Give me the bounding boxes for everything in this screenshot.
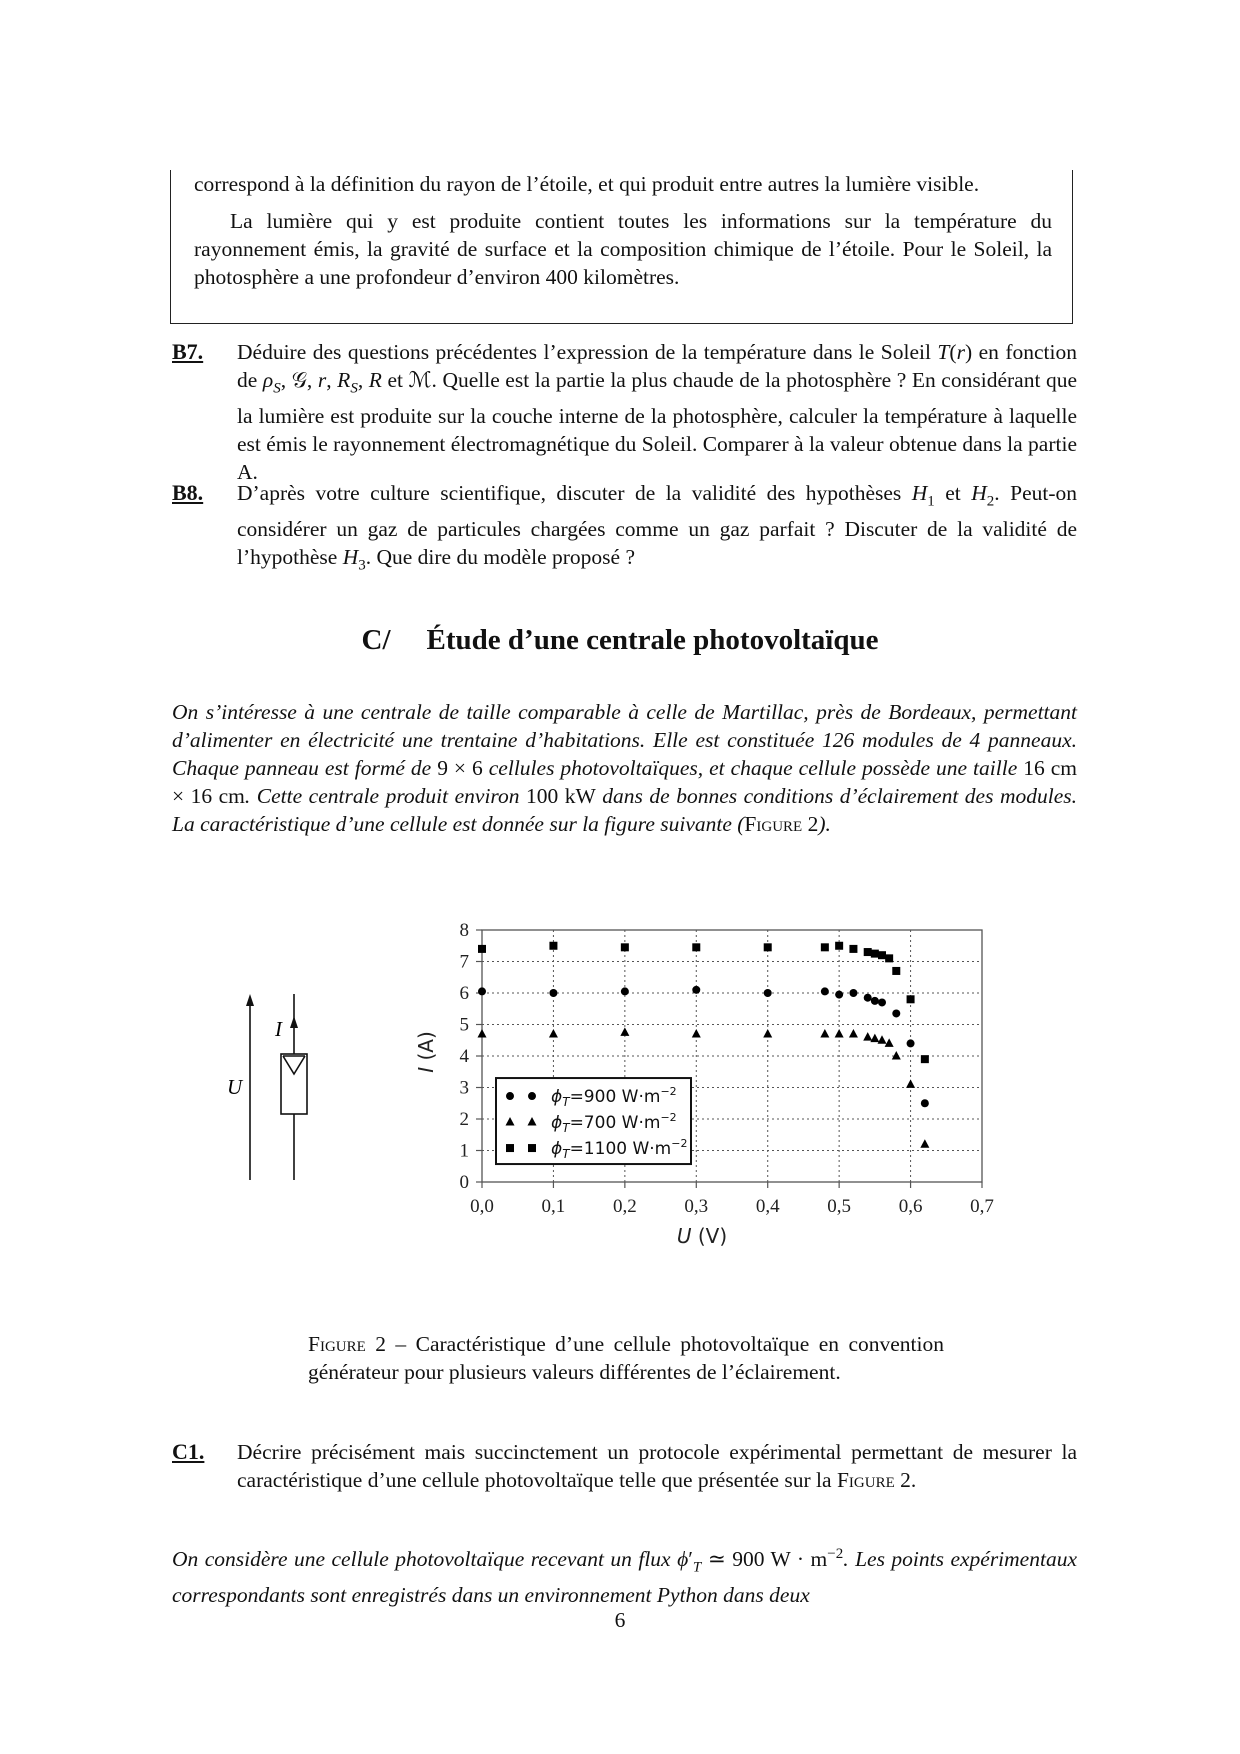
box-line1: correspond à la définition du rayon de l’étoile, et qui produit entre autres la lumière visible. xyxy=(194,172,980,196)
question-label: C1. xyxy=(172,1439,205,1464)
closing-paragraph: On considère une cellule photovoltaïque recevant un flux $\phi'_T$ ≃ 900 $W \cdot m^{-2}$. Les points expérimentaux correspondants sont enregistrés dans un environnement Python dans deux xyxy=(172,1546,1077,1608)
current-label: I xyxy=(275,1017,282,1041)
data-point-circle xyxy=(864,994,872,1002)
question-text: Déduire des questions précédentes l’expression de la température dans le Soleil T(r) en fonction de $\rho_S$, 𝒢, r, $R_S$, R et ℳ. Quelle est la partie la plus chaude de la photosphère ? En considérant que la lumière est produite sur la couche interne de la photosphère, calculer la température à laquelle est émis le rayonnement électromagnétique du Soleil. Comparer à la valeur obtenue dans la partie A. xyxy=(237,340,1078,485)
section-title xyxy=(0,622,1240,658)
data-point-square xyxy=(921,1055,929,1063)
cell-circuit-diagram xyxy=(215,990,315,1190)
data-point-circle xyxy=(621,987,629,995)
y-tick-label: 8 xyxy=(459,920,469,941)
y-tick-label: 6 xyxy=(459,983,469,1004)
data-point-circle xyxy=(907,1039,915,1047)
data-point-triangle xyxy=(478,1029,487,1038)
data-point-circle xyxy=(892,1009,900,1017)
x-tick-label: 0,6 xyxy=(898,1196,923,1217)
figure-caption xyxy=(308,1330,944,1386)
data-point-circle xyxy=(692,986,700,994)
y-axis-label: I (A) xyxy=(414,1031,438,1073)
question-text: Décrire précisément mais succinctement un protocole expérimental permettant de mesurer la caractéristique d’une cellule photovoltaïque telle que présentée sur la Figure 2. xyxy=(237,1440,1077,1492)
voltage-label: U xyxy=(227,1075,243,1099)
data-point-triangle xyxy=(763,1029,772,1038)
legend-marker-square xyxy=(528,1144,536,1152)
data-point-circle xyxy=(871,997,879,1005)
data-point-square xyxy=(907,995,915,1003)
data-point-square xyxy=(878,951,886,959)
data-point-square xyxy=(478,945,486,953)
data-point-triangle xyxy=(920,1139,929,1148)
page-number: 6 xyxy=(614,1608,626,1632)
y-tick-label: 1 xyxy=(459,1140,469,1162)
data-point-circle xyxy=(764,989,772,997)
section-heading: Étude d’une centrale photovoltaïque xyxy=(426,624,879,656)
x-tick-label: 0,2 xyxy=(612,1196,637,1217)
legend-marker-circle xyxy=(528,1092,536,1100)
question-text: D’après votre culture scientifique, discuter de la validité des hypothèses $H_1$ et $H_2$. Peut-on considérer un gaz de particules chargées comme un gaz parfait ? Discuter de la validité de l’hypothèse $H_3$. Que dire du modèle proposé ? xyxy=(237,481,1078,574)
voltage-arrow-head xyxy=(246,994,254,1006)
data-point-triangle xyxy=(692,1029,701,1038)
legend-label: $\phi_T=700$ $W\cdot m^{-2}$ xyxy=(551,1111,677,1136)
data-point-square xyxy=(692,943,700,951)
data-point-triangle xyxy=(906,1079,915,1088)
data-point-square xyxy=(892,967,900,975)
y-tick-label: 7 xyxy=(459,951,469,973)
data-point-circle xyxy=(849,989,857,997)
legend-label: $\phi_T=1100$ $W\cdot m^{-2}$ xyxy=(551,1137,688,1162)
x-tick-label: 0,0 xyxy=(470,1196,494,1217)
data-point-square xyxy=(549,942,557,950)
data-point-triangle xyxy=(835,1029,844,1038)
data-point-circle xyxy=(921,1099,929,1107)
y-tick-label: 5 xyxy=(459,1014,469,1036)
current-arrow-head xyxy=(290,1016,298,1028)
question-label: B8. xyxy=(172,480,204,505)
iv-characteristic-chart xyxy=(405,915,1005,1255)
y-tick-label: 0 xyxy=(459,1172,469,1193)
data-point-triangle xyxy=(885,1038,894,1047)
data-point-square xyxy=(871,950,879,958)
data-point-triangle xyxy=(620,1027,629,1036)
x-tick-label: 0,7 xyxy=(970,1196,994,1217)
question-label: B7. xyxy=(172,339,204,364)
data-point-circle xyxy=(835,991,843,999)
x-tick-label: 0,4 xyxy=(755,1196,780,1217)
question-b8 xyxy=(172,479,1077,580)
data-point-circle xyxy=(878,998,886,1006)
intro-paragraph: On s’intéresse à une centrale de taille comparable à celle de Martillac, près de Bordeaux, permettant d’alimenter en électricité une trentaine d’habitations. Elle est constituée 126 modules de 4 panneaux. Chaque panneau est formé de 9 × 6 cellules photovoltaïques, et chaque cellule possède une taille 16 cm × 16 cm. Cette centrale produit environ 100 kW dans de bonnes conditions d’éclairement des modules. La caractéristique d’une cellule est donnée sur la figure suivante (Figure 2). xyxy=(172,700,1077,836)
x-tick-label: 0,5 xyxy=(827,1196,852,1217)
data-point-triangle xyxy=(878,1035,887,1044)
section-number: C/ xyxy=(361,624,391,656)
caption-label: Figure 2 xyxy=(308,1332,386,1356)
data-point-circle xyxy=(478,987,486,995)
data-point-square xyxy=(821,943,829,951)
question-b7 xyxy=(172,338,1077,486)
data-point-square xyxy=(621,943,629,951)
y-tick-label: 4 xyxy=(459,1046,469,1067)
x-tick-label: 0,3 xyxy=(684,1196,709,1217)
data-point-square xyxy=(764,943,772,951)
data-point-square xyxy=(849,945,857,953)
data-point-triangle xyxy=(863,1032,872,1041)
data-point-triangle xyxy=(549,1029,558,1038)
x-axis-label: U (V) xyxy=(676,1224,728,1248)
data-point-triangle xyxy=(820,1029,829,1038)
info-box xyxy=(170,170,1073,324)
data-point-circle xyxy=(549,989,557,997)
question-c1 xyxy=(172,1438,1077,1494)
legend-label: $\phi_T=900$ $W\cdot m^{-2}$ xyxy=(551,1085,677,1110)
data-point-square xyxy=(864,948,872,956)
caption-text: – Caractéristique d’une cellule photovoltaïque en convention générateur pour plusieurs valeurs différentes de l’éclairement. xyxy=(308,1332,944,1384)
y-tick-label: 3 xyxy=(459,1077,469,1099)
data-point-triangle xyxy=(849,1029,858,1038)
data-point-circle xyxy=(821,987,829,995)
data-point-triangle xyxy=(892,1051,901,1060)
legend-marker-square xyxy=(506,1144,514,1152)
legend-marker-circle xyxy=(506,1092,514,1100)
data-point-square xyxy=(885,954,893,962)
data-point-triangle xyxy=(870,1034,879,1043)
data-point-square xyxy=(835,942,843,950)
y-tick-label: 2 xyxy=(459,1109,469,1130)
box-paragraph: La lumière qui y est produite contient toutes les informations sur la température du rayonnement émis, la gravité de surface et la composition chimique de l’étoile. Pour le Soleil, la photosphère a une profondeur d’environ 400 kilomètres. xyxy=(194,209,1052,289)
x-tick-label: 0,1 xyxy=(541,1196,566,1217)
diode-box xyxy=(281,1054,307,1114)
